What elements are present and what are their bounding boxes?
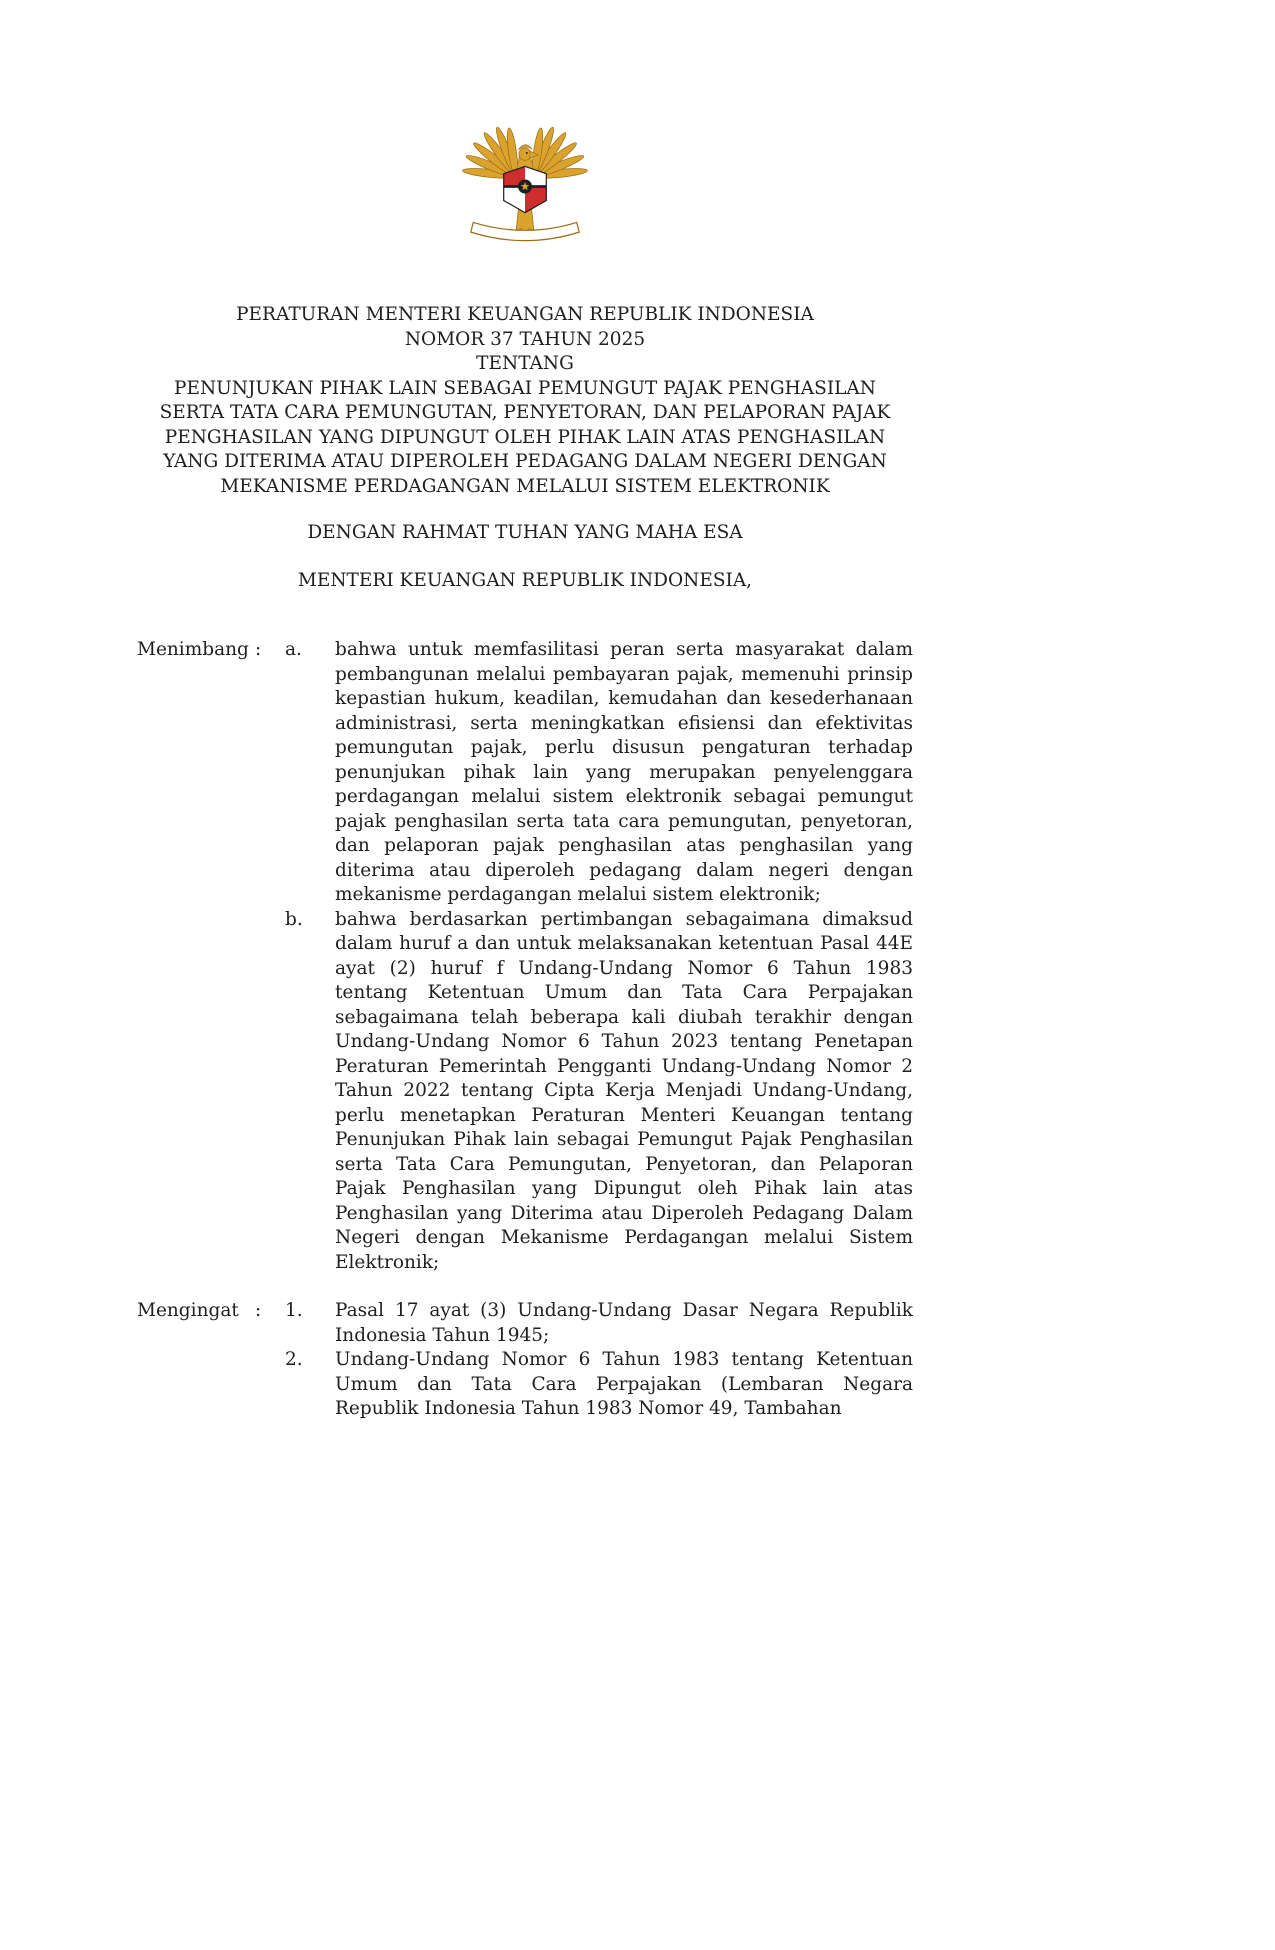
title-line-7: YANG DITERIMA ATAU DIPEROLEH PEDAGANG DALAM NEGERI DENGAN bbox=[163, 451, 887, 472]
document-content bbox=[137, 0, 913, 1422]
title-line-4: PENUNJUKAN PIHAK LAIN SEBAGAI PEMUNGUT PAJAK PENGHASILAN bbox=[174, 377, 876, 399]
item-text: bahwa untuk memfasilitasi peran serta masyarakat dalam pembangunan melalui pembayaran pajak, memenuhi prinsip kepastian hukum, keadilan, kemudahan dan kesederhanaan administrasi, serta meningkatkan efisiensi dan efektivitas pemungutan pajak, perlu disusun pengaturan terhadap penunjukan pihak lain yang merupakan penyelenggara perdagangan melalui sistem elektronik sebagai pemungut pajak penghasilan serta tata cara pemungutan, penyetoran, dan pelaporan pajak penghasilan atas penghasilan yang diterima atau diperoleh pedagang dalam negeri dengan mekanisme perdagangan melalui sistem elektronik; bbox=[335, 639, 913, 905]
separator-colon: : bbox=[255, 639, 262, 660]
menimbang-section bbox=[137, 638, 913, 1275]
section-label-menimbang: Menimbang bbox=[137, 639, 249, 660]
item-text: Undang-Undang Nomor 6 Tahun 1983 tentang Ketentuan Umum dan Tata Cara Perpajakan (Lembaran Negara Republik Indonesia Tahun 1983 Nomor 49, Tambahan bbox=[335, 1349, 913, 1419]
title-line-8: MEKANISME PERDAGANGAN MELALUI SISTEM ELEKTRONIK bbox=[220, 475, 830, 497]
issuer-line: MENTERI KEUANGAN REPUBLIK INDONESIA, bbox=[297, 569, 753, 591]
document-title bbox=[137, 303, 913, 499]
item-marker: b. bbox=[285, 908, 303, 930]
mengingat-item-2 bbox=[137, 1348, 913, 1422]
garuda-pancasila-icon bbox=[461, 108, 589, 251]
mengingat-section bbox=[137, 1299, 913, 1422]
menimbang-item-b bbox=[137, 908, 913, 1276]
item-marker: 2. bbox=[285, 1349, 303, 1370]
title-line-6: PENGHASILAN YANG DIPUNGUT OLEH PIHAK LAIN ATAS PENGHASILAN bbox=[164, 426, 886, 448]
title-line-1: PERATURAN MENTERI KEUANGAN REPUBLIK INDONESIA bbox=[236, 304, 814, 325]
separator-colon: : bbox=[255, 1300, 262, 1321]
garuda-pancasila-emblem bbox=[461, 108, 589, 251]
item-text: Pasal 17 ayat (3) Undang-Undang Dasar Negara Republik Indonesia Tahun 1945; bbox=[335, 1300, 913, 1346]
section-label-mengingat: Mengingat bbox=[137, 1300, 239, 1321]
preamble-line: DENGAN RAHMAT TUHAN YANG MAHA ESA bbox=[307, 522, 743, 543]
title-line-5: SERTA TATA CARA PEMUNGUTAN, PENYETORAN, DAN PELAPORAN PAJAK bbox=[159, 402, 891, 423]
title-line-3: TENTANG bbox=[476, 353, 574, 374]
eagle-head-icon bbox=[519, 148, 531, 160]
pancasila-shield-icon bbox=[504, 166, 547, 215]
item-text: bahwa berdasarkan pertimbangan sebagaimana dimaksud dalam huruf a dan untuk melaksanakan ketentuan Pasal 44E ayat (2) huruf f Undang-Undang Nomor 6 Tahun 1983 tentang Ketentuan Umum dan Tata Cara Perpajakan sebagaimana telah beberapa kali diubah terakhir dengan Undang-Undang Nomor 6 Tahun 2023 tentang Penetapan Peraturan Pemerintah Pengganti Undang-Undang Nomor 2 Tahun 2022 tentang Cipta Kerja Menjadi Undang-Undang, perlu menetapkan Peraturan Menteri Keuangan tentang Penunjukan Pihak lain sebagai Pemungut Pajak Penghasilan serta Tata Cara Pemungutan, Penyetoran, dan Pelaporan Pajak Penghasilan yang Dipungut oleh Pihak lain atas Penghasilan yang Diterima atau Diperoleh Pedagang Dalam Negeri dengan Mekanisme Perdagangan melalui Sistem Elektronik; bbox=[335, 908, 913, 1273]
eye-icon bbox=[526, 152, 528, 154]
menimbang-item-a bbox=[137, 638, 913, 908]
item-marker: 1. bbox=[285, 1300, 303, 1321]
mengingat-item-1 bbox=[137, 1299, 913, 1348]
title-line-2: NOMOR 37 TAHUN 2025 bbox=[404, 328, 646, 350]
item-marker: a. bbox=[285, 639, 302, 660]
